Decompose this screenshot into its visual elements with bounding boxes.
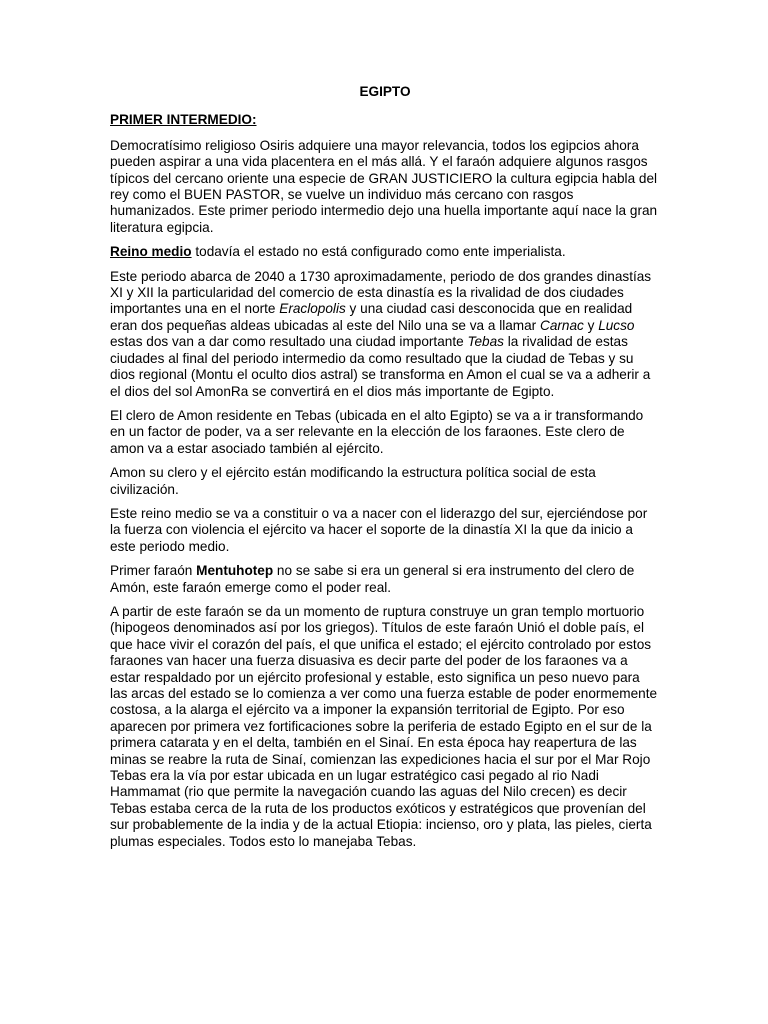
mentuhotep-text-1: Primer faraón (110, 563, 197, 579)
mentuhotep-text-2: no se sabe si era un general si era instrumento del clero de Amón, este faraón emerge como el poder real. (110, 563, 635, 595)
periodo-text-5: la rivalidad de estas ciudades al final del periodo intermedio da como resultado que la ciudad de Tebas y su dios regional (Montu el oculto dios astral) se transforma en Amon el cual se va a adherir a el dios del sol AmonRa se convertirá en el dios más importante de Egipto. (110, 334, 651, 399)
periodo-text-3: y (583, 317, 599, 333)
lucso-term: Lucso (598, 317, 635, 333)
reino-medio-text: todavía el estado no está configurado como ente imperialista. (191, 244, 566, 260)
reino-medio-term: Reino medio (110, 244, 192, 260)
paragraph-reino-medio (110, 244, 660, 260)
carnac-term: Carnac (540, 317, 584, 333)
paragraph-amon: Amon su clero y el ejército están modificando la estructura política social de esta civilización. (110, 465, 596, 497)
periodo-text-4: estas dos van a dar como resultado una ciudad importante (110, 334, 468, 350)
paragraph-liderazgo: Este reino medio se va a constituir o va a nacer con el liderazgo del sur, ejerciéndose por la fuerza con violencia el ejército va hacer el soporte de la dinastía XI la que da inicio a este periodo medio. (110, 505, 648, 554)
eraclopolis-term: Eraclopolis (279, 301, 346, 317)
tebas-term: Tebas (467, 334, 504, 350)
mentuhotep-term: Mentuhotep (196, 563, 274, 579)
periodo-text-2: y una ciudad casi desconocida que en realidad eran dos pequeñas aldeas ubicadas al este del Nilo una se va a llamar (110, 301, 633, 333)
paragraph-mentuhotep (110, 563, 660, 596)
document-page (110, 84, 660, 858)
periodo-text-1: Este periodo abarca de 2040 a 1730 aproximadamente, periodo de dos grandes dinastías XI y XII la particularidad del comercio de esta dinastía es la rivalidad de dos ciudades importantes una en el norte (110, 268, 652, 317)
document-title: EGIPTO (359, 84, 411, 99)
paragraph-osiris: Democratísimo religioso Osiris adquiere una mayor relevancia, todos los egipcios ahora pueden aspirar a una vida placentera en el más allá. Y el faraón adquiere algunos rasgos típicos del cercano oriente una especie de GRAN JUSTICIERO la cultura egipcia habla del rey como el BUEN PASTOR, se vuelve un individuo más cercano con rasgos humanizados. Este primer periodo intermedio dejo una huella importante aquí nace la gran literatura egipcia. (110, 137, 658, 235)
paragraph-clero: El clero de Amon residente en Tebas (ubicada en el alto Egipto) se va a ir transformando en un factor de poder, va a ser relevante en la elección de los faraones. Este clero de amon va a estar asociado también al ejército. (110, 407, 644, 456)
paragraph-ruptura: A partir de este faraón se da un momento de ruptura construye un gran templo mortuorio (hipogeos denominados así por los griegos). Títulos de este faraón Unió el doble país, el que hace vivir el corazón del país, el que unifica el estado; el ejército controlado por estos faraones van hacer una fuerza disuasiva es decir parte del poder de los faraones va a estar respaldado por un ejército profesional y estable, esto significa un peso nuevo para las arcas del estado se lo comienza a ver como una fuerza estable de poder enormemente costosa, a la alarga el ejército va a imponer la expansión territorial de Egipto. Por eso aparecen por primera vez fortificaciones sobre la periferia de estado Egipto en el sur de la primera catarata y en el delta, también en el Sinaí. En esta época hay reapertura de las minas se reabre la ruta de Sinaí, comienzan las expediciones hacia el sur por el Mar Rojo Tebas era la vía por estar ubicada en un lugar estratégico casi pegado al rio Nadi Hammamat (rio que permite la navegación cuando las aguas del Nilo crecen) es decir Tebas estaba cerca de la ruta de los productos exóticos y estratégicos que provenían del sur probablemente de la india y de la actual Etiopia: incienso, oro y plata, las pieles, cierta plumas especiales. Todos esto lo manejaba Tebas. (110, 603, 658, 849)
paragraph-periodo (110, 269, 660, 400)
section-heading: PRIMER INTERMEDIO: (110, 112, 257, 128)
